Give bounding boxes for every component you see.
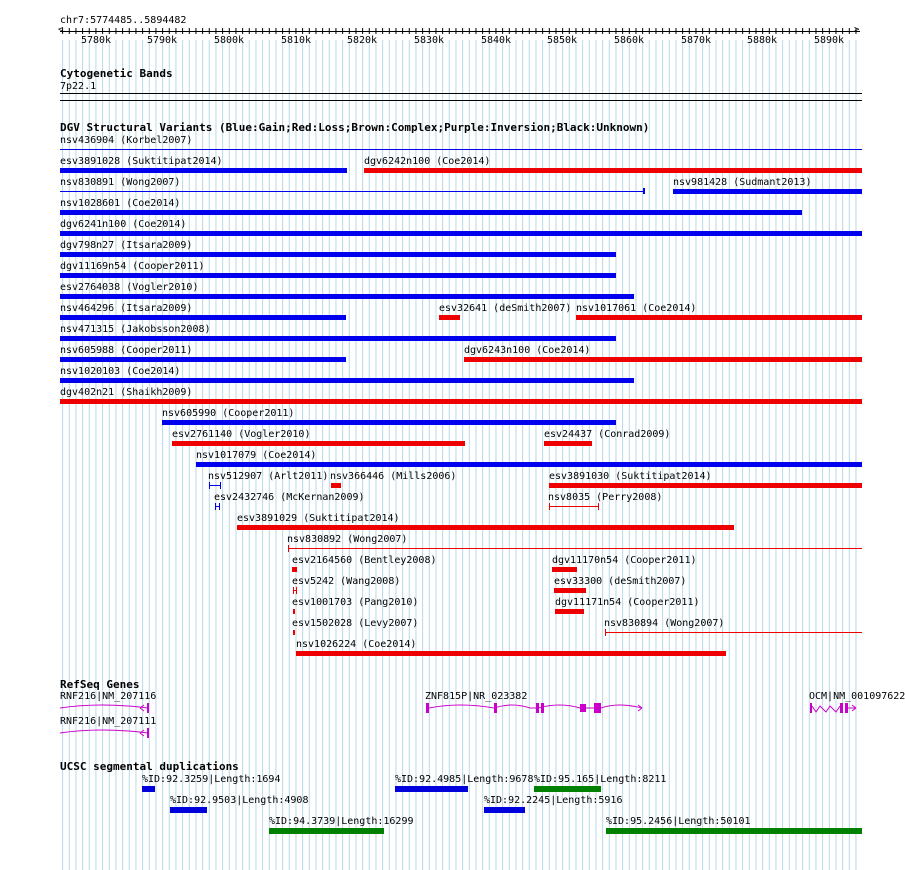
gene-label[interactable]: RNF216|NM_207116 xyxy=(60,691,157,702)
variant-label[interactable]: nsv436904 (Korbel2007) xyxy=(60,135,193,146)
variant-label[interactable]: esv2432746 (McKernan2009) xyxy=(214,492,365,503)
segdup-bar[interactable] xyxy=(534,786,601,792)
variant-label[interactable]: esv3891030 (Suktitipat2014) xyxy=(549,471,712,482)
variant-label[interactable]: nsv1026224 (Coe2014) xyxy=(296,639,417,650)
variant-label[interactable]: nsv830894 (Wong2007) xyxy=(604,618,725,629)
segdup-bar[interactable] xyxy=(395,786,468,792)
ruler-arrow-right-icon[interactable]: > xyxy=(854,25,860,35)
gene-exon xyxy=(494,703,497,713)
variant-label[interactable]: nsv471315 (Jakobsson2008) xyxy=(60,324,211,335)
variant-label[interactable]: dgv11171n54 (Cooper2011) xyxy=(555,597,700,608)
gene-intron-line xyxy=(60,730,148,733)
ruler-arrow-left-icon[interactable]: < xyxy=(58,25,64,35)
variant-label[interactable]: nsv1017079 (Coe2014) xyxy=(196,450,317,461)
ruler-tick-label: 5790k xyxy=(146,35,178,46)
variant-label[interactable]: esv32641 (deSmith2007) xyxy=(439,303,572,314)
gene-exon xyxy=(810,703,812,713)
gene-intron-line xyxy=(601,705,642,708)
cytoband-track-title: Cytogenetic Bands xyxy=(60,67,173,80)
variant-label[interactable]: esv3891029 (Suktitipat2014) xyxy=(237,513,400,524)
gene-exon xyxy=(426,703,429,713)
variant-label[interactable]: nsv1017061 (Coe2014) xyxy=(576,303,697,314)
variant-label[interactable]: nsv1020103 (Coe2014) xyxy=(60,366,181,377)
variant-label[interactable]: esv24437 (Conrad2009) xyxy=(544,429,671,440)
segdup-bar[interactable] xyxy=(142,786,155,792)
ruler-tick-label: 5820k xyxy=(346,35,378,46)
segdup-label[interactable]: %ID:92.3259|Length:1694 xyxy=(142,774,281,785)
gene-strand-arrow xyxy=(140,733,144,736)
variant-label[interactable]: dgv6243n100 (Coe2014) xyxy=(464,345,591,356)
variant-label[interactable]: dgv402n21 (Shaikh2009) xyxy=(60,387,193,398)
variant-label[interactable]: nsv830892 (Wong2007) xyxy=(287,534,408,545)
gene-exon xyxy=(536,703,539,713)
position-label: chr7:5774485..5894482 xyxy=(60,15,187,26)
variant-label[interactable]: nsv464296 (Itsara2009) xyxy=(60,303,193,314)
gene-exon xyxy=(147,703,149,713)
ruler-tick-label: 5840k xyxy=(480,35,512,46)
variant-label[interactable]: dgv798n27 (Itsara2009) xyxy=(60,240,193,251)
refseq-track-title: RefSeq Genes xyxy=(60,678,140,691)
gene-label[interactable]: ZNF815P|NR_023382 xyxy=(425,691,528,702)
variant-label[interactable]: esv1001703 (Pang2010) xyxy=(292,597,419,608)
segdup-label[interactable]: %ID:95.2456|Length:50101 xyxy=(606,816,751,827)
variant-label[interactable]: nsv512907 (Arlt2011) xyxy=(208,471,329,482)
ruler-tick-label: 5870k xyxy=(680,35,712,46)
ruler-tick-label: 5860k xyxy=(613,35,645,46)
ruler-tick-label: 5880k xyxy=(746,35,778,46)
ruler-tick-label: 5810k xyxy=(280,35,312,46)
segdup-label[interactable]: %ID:94.3739|Length:16299 xyxy=(269,816,414,827)
variant-label[interactable]: esv5242 (Wang2008) xyxy=(292,576,401,587)
dgv-track-title: DGV Structural Variants (Blue:Gain;Red:Loss;Brown:Complex;Purple:Inversion;Black:Unknown) xyxy=(60,121,650,134)
gene-label[interactable]: RNF216|NM_207111 xyxy=(60,716,157,727)
variant-label[interactable]: nsv830891 (Wong2007) xyxy=(60,177,181,188)
gene-strand-arrow xyxy=(638,708,642,711)
gene-exon xyxy=(594,703,601,713)
ruler-tick-label: 5890k xyxy=(813,35,845,46)
segdup-label[interactable]: %ID:95.165|Length:8211 xyxy=(534,774,667,785)
gene-exon xyxy=(845,703,848,713)
gene-exon xyxy=(541,703,544,713)
variant-label[interactable]: esv3891028 (Suktitipat2014) xyxy=(60,156,223,167)
ruler-tick-label: 5800k xyxy=(213,35,245,46)
gene-intron-line xyxy=(60,705,148,708)
segdup-bar[interactable] xyxy=(170,807,207,813)
gene-intron-line xyxy=(812,706,840,712)
gene-exon xyxy=(580,704,586,712)
gene-label[interactable]: OCM|NM_001097622 xyxy=(809,691,905,702)
variant-label[interactable]: nsv981428 (Sudmant2013) xyxy=(673,177,812,188)
segdup-label[interactable]: %ID:92.2245|Length:5916 xyxy=(484,795,623,806)
segdup-label[interactable]: %ID:92.4985|Length:9678 xyxy=(395,774,534,785)
variant-label[interactable]: nsv605988 (Cooper2011) xyxy=(60,345,193,356)
segdup-track-title: UCSC segmental duplications xyxy=(60,760,239,773)
variant-label[interactable]: dgv6241n100 (Coe2014) xyxy=(60,219,187,230)
variant-label[interactable]: nsv1028601 (Coe2014) xyxy=(60,198,181,209)
gene-intron-line xyxy=(429,705,580,708)
ruler-tick-label: 5850k xyxy=(546,35,578,46)
variant-label[interactable]: dgv6242n100 (Coe2014) xyxy=(364,156,491,167)
segdup-label[interactable]: %ID:92.9503|Length:4908 xyxy=(170,795,309,806)
segdup-bar[interactable] xyxy=(484,807,525,813)
ruler-tick-label: 5830k xyxy=(413,35,445,46)
gene-exon xyxy=(840,703,843,713)
variant-label[interactable]: dgv11170n54 (Cooper2011) xyxy=(552,555,697,566)
variant-label[interactable]: nsv366446 (Mills2006) xyxy=(330,471,457,482)
variant-label[interactable]: nsv605990 (Cooper2011) xyxy=(162,408,295,419)
gene-exon xyxy=(147,728,149,738)
cytoband-label: 7p22.1 xyxy=(60,81,97,92)
ruler-tick-label: 5780k xyxy=(80,35,112,46)
variant-label[interactable]: esv2164560 (Bentley2008) xyxy=(292,555,437,566)
variant-label[interactable]: dgv11169n54 (Cooper2011) xyxy=(60,261,205,272)
variant-label[interactable]: esv2764038 (Vogler2010) xyxy=(60,282,199,293)
variant-label[interactable]: esv33300 (deSmith2007) xyxy=(554,576,687,587)
variant-label[interactable]: nsv8035 (Perry2008) xyxy=(548,492,663,503)
variant-label[interactable]: esv2761140 (Vogler2010) xyxy=(172,429,311,440)
segdup-bar[interactable] xyxy=(269,828,384,834)
variant-label[interactable]: esv1502028 (Levy2007) xyxy=(292,618,419,629)
gene-strand-arrow xyxy=(140,708,144,711)
segdup-bar[interactable] xyxy=(606,828,862,834)
